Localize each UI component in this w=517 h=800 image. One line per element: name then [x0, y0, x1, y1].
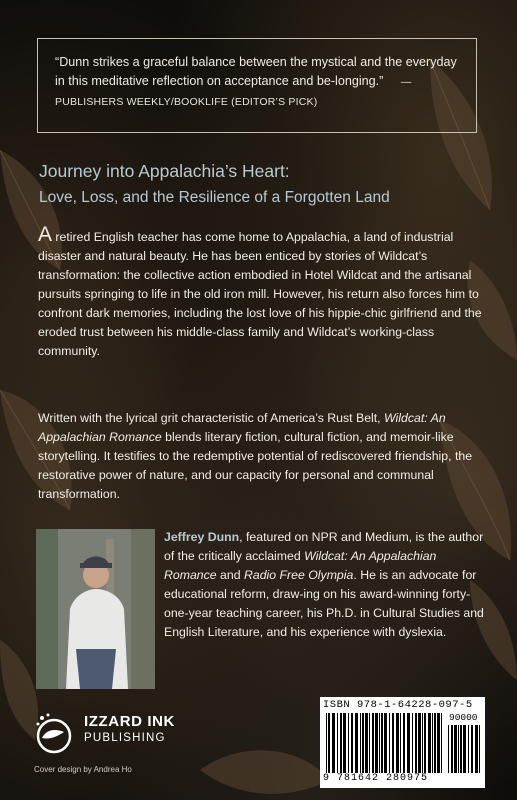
- author-bio-c: . He is an advocate for educational reform, draw-ing on his award-winning forty-one-year teaching career, his Ph.D. in Cultural Studies and English Literature, and his experience with dyslexia.: [164, 568, 484, 639]
- barcode-bar: [365, 713, 368, 773]
- barcode-bar: [441, 713, 442, 773]
- headline-line-1: Journey into Appalachia’s Heart:: [39, 161, 290, 181]
- barcode-bar: [326, 713, 327, 773]
- barcode-bar: [340, 713, 342, 773]
- publisher-logo: [34, 710, 194, 760]
- barcode: [320, 697, 485, 788]
- barcode-bar: [381, 713, 383, 773]
- description-paragraph-2-text: blends literary fiction, cultural fiction, and memoir-like storytelling. It testifies to the redemptive potential of rediscovered friendship, the restorative power of nature, and our capacity for personal and communal transformation.: [38, 430, 473, 501]
- isbn-text: ISBN 978-1-64228-097-5: [323, 699, 473, 711]
- review-quote-attribution: —PUBLISHERS WEEKLY/BOOKLIFE (EDITOR’S PICK): [55, 76, 412, 108]
- author-bio-b: and: [216, 568, 244, 582]
- barcode-bar: [372, 713, 374, 773]
- barcode-bar: [454, 725, 457, 773]
- barcode-bar: [460, 725, 462, 773]
- barcode-bar: [412, 713, 413, 773]
- author-bio-a: , featured on NPR and Medium, is the author of the critically acclaimed: [164, 530, 484, 563]
- price-barcode-bars: [448, 725, 482, 773]
- barcode-bar: [392, 713, 394, 773]
- barcode-bar: [451, 725, 453, 773]
- barcode-bar: [355, 713, 358, 773]
- review-quote-text: “Dunn strikes a graceful balance between the mystical and the everyday in this meditative reflection on acceptance and be-longing.”: [55, 55, 457, 88]
- barcode-digits: 9 781642 280975: [323, 773, 429, 784]
- barcode-bar: [379, 713, 380, 773]
- barcode-bar: [348, 713, 349, 773]
- barcode-bar: [468, 725, 469, 773]
- barcode-bar: [375, 713, 378, 773]
- barcode-bar: [458, 725, 459, 773]
- author-name: Jeffrey Dunn: [164, 530, 240, 544]
- description-paragraph-2-intro: Written with the lyrical grit characteristic of America’s Rust Belt,: [38, 411, 385, 425]
- author-photo: [36, 529, 155, 689]
- barcode-bar: [337, 713, 338, 773]
- publisher-name: IZZARD INK: [84, 713, 175, 730]
- barcode-bar: [332, 713, 335, 773]
- barcode-bar: [471, 725, 473, 773]
- barcode-bar: [400, 713, 401, 773]
- barcode-bar: [463, 725, 466, 773]
- author-photo-image: [36, 529, 155, 689]
- barcode-bar: [360, 713, 361, 773]
- barcode-bar: [437, 713, 440, 773]
- barcode-bar: [428, 713, 431, 773]
- description-paragraph-1-text: retired English teacher has come home to Appalachia, a land of industrial disaster and natural beauty. He has been enticed by stories of Wildcat’s transformation: the collective action embodied in Hotel Wildcat and the artisanal pursuits springing to life in the old iron mill. However, his return also forces him to confront dark memories, including the lost love of his hippie-chic girlfriend and the eroded trust between his middle-class family and Wildcat’s working-class community.: [38, 230, 482, 358]
- barcode-bar: [396, 713, 399, 773]
- barcode-bar: [448, 725, 449, 773]
- barcode-bar: [362, 713, 364, 773]
- book-title-italic: Wildcat: An Appalachian Romance: [38, 411, 446, 444]
- drop-cap: A: [38, 223, 53, 246]
- barcode-bar: [389, 713, 390, 773]
- barcode-bar: [475, 725, 478, 773]
- barcode-bar: [403, 713, 405, 773]
- barcode-bar: [415, 713, 417, 773]
- barcode-bar: [418, 713, 421, 773]
- publisher-subname: PUBLISHING: [84, 732, 166, 744]
- author-bio: [164, 528, 484, 642]
- barcode-bar: [434, 713, 436, 773]
- author-book-2: Radio Free Olympia: [244, 568, 354, 582]
- barcode-bar: [328, 713, 330, 773]
- barcode-bar: [343, 713, 346, 773]
- barcode-bar: [407, 713, 410, 773]
- barcode-bars: [326, 713, 444, 773]
- barcode-bar: [369, 713, 370, 773]
- author-book-1: Wildcat: An Appalachian Romance: [164, 549, 437, 582]
- barcode-bar: [432, 713, 433, 773]
- barcode-bar: [384, 713, 387, 773]
- cover-design-credit: Cover design by Andrea Ho: [34, 765, 132, 774]
- review-quote-box: [37, 38, 477, 133]
- price-code: 90000: [449, 712, 478, 723]
- barcode-bar: [424, 713, 426, 773]
- headline-line-2: Love, Loss, and the Resilience of a Forgotten Land: [39, 189, 390, 206]
- barcode-bar: [479, 725, 480, 773]
- izzard-ink-logo-icon: [34, 710, 80, 756]
- barcode-bar: [351, 713, 353, 773]
- description-paragraph-2: [38, 409, 483, 504]
- barcode-bar: [422, 713, 423, 773]
- description-paragraph-1: [38, 223, 483, 361]
